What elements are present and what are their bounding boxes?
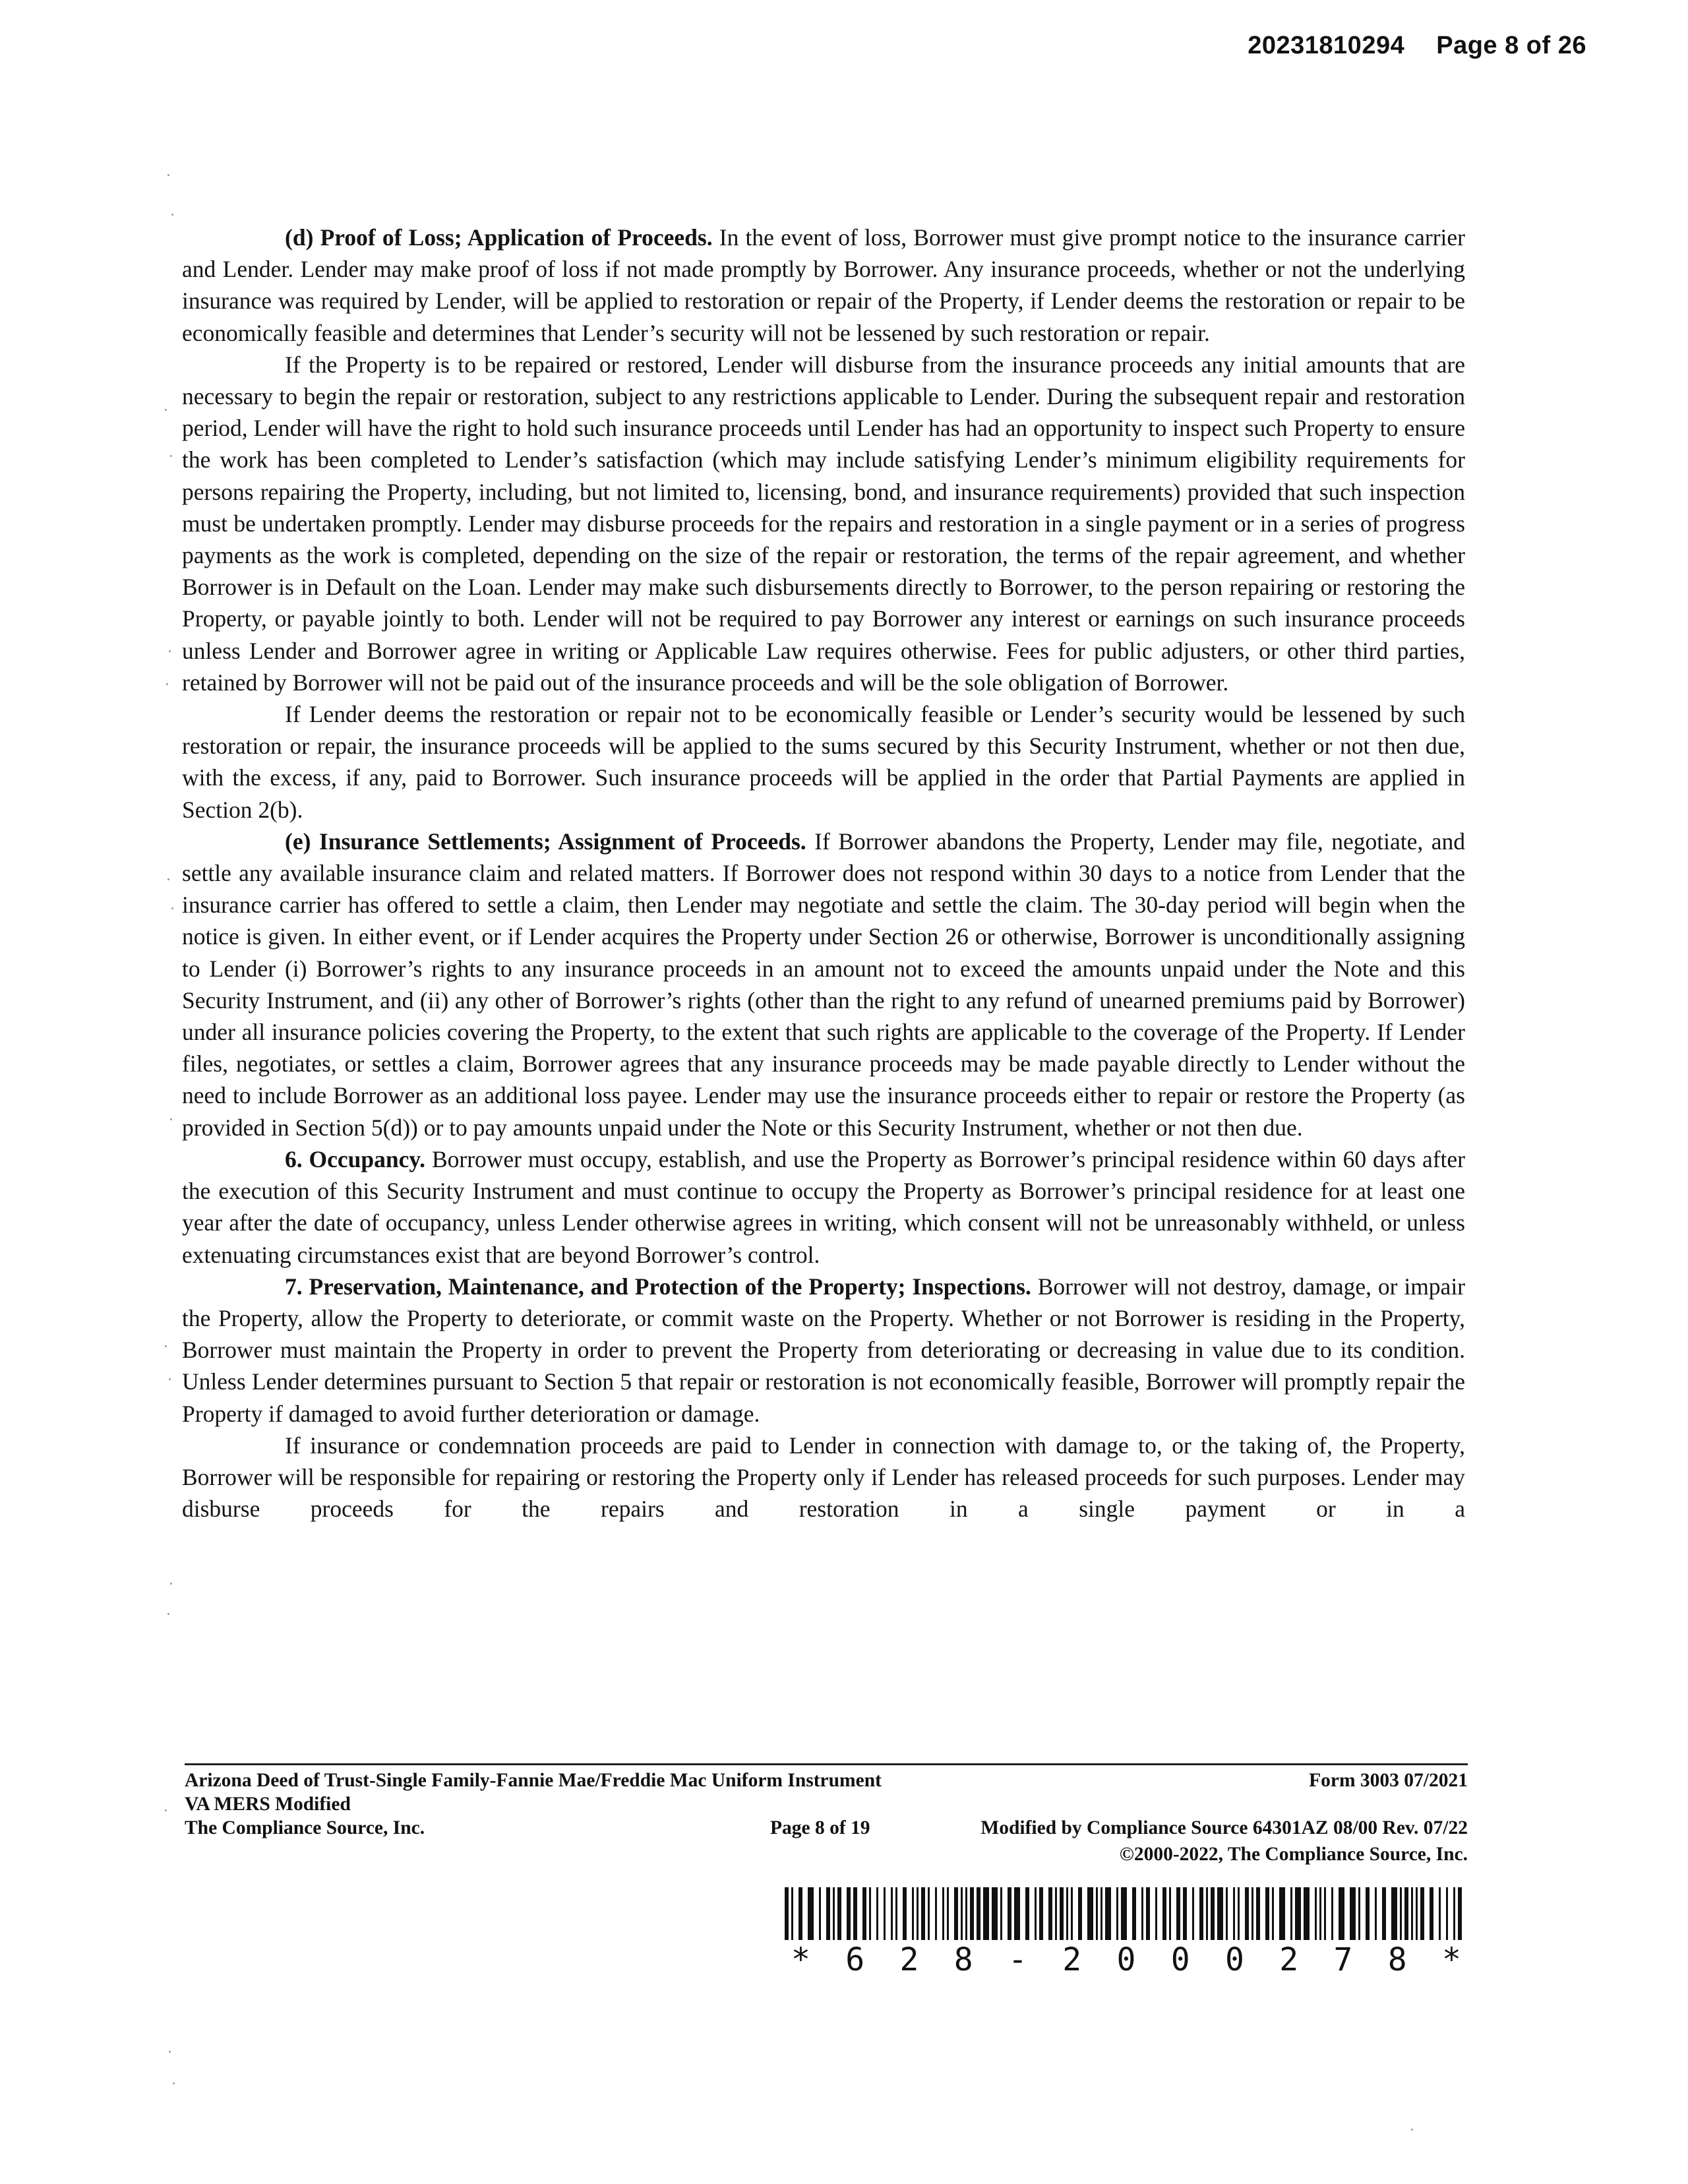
barcode-bar	[1290, 1887, 1292, 1940]
barcode-bar	[847, 1887, 851, 1940]
footer-line-2	[185, 1792, 1468, 1816]
barcode-bar	[895, 1887, 897, 1940]
paragraph-text: In the event of loss, Borrower must give prompt notice to the insurance carrier and Lender. Lender may make proof of loss if not made promptly by Borrower. Any insurance proceeds, whether or not the underlying insurance was required by Lender, will be applied to restoration or repair of the Property, if Lender deems the restoration or repair to be economically feasible and determines that Lender’s security will not be lessened by such restoration or repair.	[182, 224, 1465, 346]
footer-divider	[185, 1763, 1468, 1765]
barcode-bar	[785, 1887, 789, 1940]
barcode-char: 8	[1387, 1941, 1407, 1978]
scan-speck	[173, 2082, 175, 2084]
barcode-bar	[1295, 1887, 1301, 1940]
barcode-char: *	[791, 1941, 810, 1978]
barcode-bar	[1066, 1887, 1068, 1940]
barcode-bar	[808, 1887, 814, 1940]
barcode-bar	[876, 1887, 878, 1940]
paragraph-heading: 7. Preservation, Maintenance, and Protection of the Property; Inspections.	[285, 1273, 1031, 1300]
barcode-bar	[1375, 1887, 1377, 1940]
barcode-bar	[1176, 1887, 1180, 1940]
barcode-bar	[1055, 1887, 1057, 1940]
barcode-bar	[1096, 1887, 1098, 1940]
barcode-bar	[977, 1887, 980, 1940]
barcode-bar	[1048, 1887, 1052, 1940]
barcode-bar	[1238, 1887, 1240, 1940]
barcode-bar	[1162, 1887, 1166, 1940]
barcode-bar	[1382, 1887, 1386, 1940]
scan-speck	[169, 2051, 171, 2053]
barcode-bar	[1265, 1887, 1269, 1940]
barcode-char: 0	[1225, 1941, 1244, 1978]
footer-copyright: ©2000-2022, The Compliance Source, Inc.	[1119, 1844, 1468, 1865]
barcode-char: 2	[1279, 1941, 1299, 1978]
barcode-bar	[869, 1887, 871, 1940]
paragraph-heading: (e) Insurance Settlements; Assignment of Proceeds.	[285, 828, 806, 855]
scan-speck	[165, 1345, 167, 1347]
paragraph-not-feasible	[182, 698, 1465, 826]
paragraph-heading: (d) Proof of Loss; Application of Proceeds.	[285, 224, 713, 251]
barcode-bar	[961, 1887, 963, 1940]
document-number: 20231810294	[1248, 32, 1405, 59]
barcode-char: 7	[1333, 1941, 1353, 1978]
barcode-bar	[891, 1887, 893, 1940]
barcode-bar	[917, 1887, 919, 1940]
barcode-bar	[1366, 1887, 1370, 1940]
scan-speck	[167, 878, 169, 880]
barcode-bar	[1453, 1887, 1455, 1940]
paragraph-preservation	[182, 1271, 1465, 1430]
barcode-bar	[1155, 1887, 1157, 1940]
barcode-bar	[1025, 1887, 1029, 1940]
barcode-bar	[833, 1887, 835, 1940]
paragraph-repair-restoration	[182, 349, 1465, 698]
barcode-bar	[1446, 1887, 1448, 1940]
scan-speck	[169, 1378, 171, 1380]
barcode-char: 2	[1062, 1941, 1082, 1978]
barcode-bar	[1105, 1887, 1111, 1940]
paragraph-text: If insurance or condemnation proceeds are paid to Lender in connection with damage to, or the taking of, the Property, Borrower will be responsible for repairing or restoring the Property only if Lender has released proceeds for such purposes. Lender may disburse proceeds for the repairs and restoration in a single payment or in a	[182, 1432, 1465, 1523]
scan-speck	[169, 650, 171, 652]
barcode	[783, 1887, 1469, 1978]
barcode-bar	[1039, 1887, 1043, 1940]
barcode-bar	[1458, 1887, 1462, 1940]
barcode-bar	[1245, 1887, 1249, 1940]
paragraph-insurance-settlements	[182, 826, 1465, 1143]
barcode-bar	[1350, 1887, 1356, 1940]
footer-title: Arizona Deed of Trust-Single Family-Fannie Mae/Freddie Mac Uniform Instrument	[185, 1770, 882, 1791]
barcode-bar	[1404, 1887, 1408, 1940]
scan-speck	[167, 1613, 169, 1615]
paragraph-proof-of-loss	[182, 222, 1465, 349]
barcode-bar	[1358, 1887, 1360, 1940]
paragraph-occupancy	[182, 1143, 1465, 1271]
barcode-bar	[1206, 1887, 1208, 1940]
barcode-char: *	[1442, 1941, 1461, 1978]
barcode-bar	[1014, 1887, 1020, 1940]
paragraph-text: Borrower will not destroy, damage, or impair the Property, allow the Property to deteriorate, or commit waste on the Property. Whether or not Borrower is residing in the Property, Borrower must maintain the Property in order to prevent the Property from deteriorating or decreasing in value due to its condition. Unless Lender determines pursuant to Section 5 that repair or restoration is not economically feasible, Borrower will promptly repair the Property if damaged to avoid further deterioration or damage.	[182, 1273, 1466, 1427]
barcode-bar	[954, 1887, 958, 1940]
barcode-bar	[912, 1887, 914, 1940]
footer-line-3	[185, 1816, 1468, 1840]
barcode-char: 0	[1116, 1941, 1136, 1978]
scan-speck	[1411, 2129, 1413, 2131]
barcode-bar	[1439, 1887, 1441, 1940]
barcode-bar	[1121, 1887, 1127, 1940]
barcode-bar	[1100, 1887, 1102, 1940]
barcode-bar	[1411, 1887, 1413, 1940]
barcode-bar	[884, 1887, 886, 1940]
barcode-bar	[965, 1887, 967, 1940]
barcode-bar	[1169, 1887, 1171, 1940]
paragraph-heading: 6. Occupancy.	[285, 1145, 426, 1172]
barcode-bar	[1400, 1887, 1402, 1940]
barcode-bar	[1071, 1887, 1073, 1940]
barcode-bar	[1279, 1887, 1285, 1940]
barcode-bar	[1324, 1887, 1326, 1940]
barcode-bar	[903, 1887, 907, 1940]
footer-page-number: Page 8 of 19	[770, 1817, 870, 1838]
scan-speck	[170, 1583, 172, 1585]
barcode-char: -	[1008, 1941, 1027, 1978]
paragraph-text: If the Property is to be repaired or restored, Lender will disburse from the insurance proceeds any initial amounts that are necessary to begin the repair or restoration, subject to any restrictions applicable to Lender. During the subsequent repair and restoration period, Lender will have the right to hold such insurance proceeds until Lender has had an opportunity to inspect such Property to ensure the work has been completed to Lender’s satisfaction (which may include satisfying Lender’s minimum eligibility requirements for persons repairing the Property, including, but not limited to, licensing, bond, and insurance requirements) provided that such inspection must be undertaken promptly. Lender may disburse proceeds for the repairs and restoration in a single payment or in a series of progress payments as the work is completed, depending on the size of the repair or restoration, the terms of the repair agreement, and whether Borrower is in Default on the Loan. Lender may make such disbursements directly to Borrower, to the person repairing or restoring the Property, or payable jointly to both. Lender will not be required to pay Borrower any interest or earnings on such insurance proceeds unless Lender and Borrower agree in writing or Applicable Law requires otherwise. Fees for public adjusters, or other third parties, retained by Borrower will not be paid out of the insurance proceeds and will be the sole obligation of Borrower.	[182, 351, 1465, 696]
barcode-bar	[928, 1887, 930, 1940]
barcode-char: 0	[1170, 1941, 1190, 1978]
paragraph-condemnation-proceeds	[182, 1430, 1465, 1525]
barcode-bar	[1132, 1887, 1136, 1940]
barcode-bar	[1183, 1887, 1187, 1940]
barcode-bar	[862, 1887, 866, 1940]
barcode-bar	[1331, 1887, 1333, 1940]
barcode-bar	[1116, 1887, 1118, 1940]
scan-speck	[170, 455, 172, 457]
barcode-bar	[1256, 1887, 1260, 1940]
barcode-bar	[1192, 1887, 1194, 1940]
barcode-bar	[942, 1887, 944, 1940]
scan-speck	[165, 409, 167, 411]
footer-modified-by: Modified by Compliance Source 64301AZ 08/00 Rev. 07/22	[980, 1817, 1468, 1838]
barcode-bar	[791, 1887, 793, 1940]
barcode-bar	[970, 1887, 974, 1940]
barcode-bar	[837, 1887, 841, 1940]
scan-speck	[167, 174, 169, 176]
paragraph-text: If Borrower abandons the Property, Lender may file, negotiate, and settle any available insurance claim and related matters. If Borrower does not respond within 30 days to a notice from Lender that the insurance carrier has offered to settle a claim, then Lender may negotiate and settle the claim. The 30-day period will begin when the notice is given. In either event, or if Lender acquires the Property under Section 26 or otherwise, Borrower is unconditionally assigning to Lender (i) Borrower’s rights to any insurance proceeds in an amount not to exceed the amounts unpaid under the Note and this Security Instrument, and (ii) any other of Borrower’s rights (other than the right to any refund of unearned premiums paid by Borrower) under all insurance policies covering the Property, to the extent that such rights are applicable to the coverage of the Property. If Lender files, negotiates, or settles a claim, Borrower agrees that any insurance proceeds may be made payable directly to Lender without the need to include Borrower as an additional loss payee. Lender may use the insurance proceeds either to repair or restore the Property (as provided in Section 5(d)) or to pay amounts unpaid under the Note or this Security Instrument, whether or not then due.	[182, 828, 1465, 1141]
barcode-bar	[983, 1887, 989, 1940]
barcode-bar	[1339, 1887, 1344, 1940]
barcode-bar	[1141, 1887, 1143, 1940]
barcode-bar	[1391, 1887, 1397, 1940]
barcode-bar	[819, 1887, 821, 1940]
scan-speck	[171, 214, 173, 216]
barcode-bar	[1226, 1887, 1228, 1940]
footer-modified: VA MERS Modified	[185, 1794, 351, 1815]
paragraph-text: Borrower must occupy, establish, and use the Property as Borrower’s principal residence within 60 days after the execution of this Security Instrument and must continue to occupy the Property as Borrower’s principal residence for at least one year after the date of occupancy, unless Lender otherwise agrees in writing, which consent will not be unreasonably withheld, or unless extenuating circumstances exist that are beyond Borrower’s control.	[182, 1145, 1465, 1268]
barcode-bar	[853, 1887, 857, 1940]
header-page-number: Page 8 of 26	[1436, 32, 1586, 59]
barcode-char: 6	[845, 1941, 865, 1978]
scan-speck	[165, 1809, 167, 1811]
barcode-bar	[1315, 1887, 1317, 1940]
scan-speck	[171, 907, 173, 909]
page-header	[1248, 32, 1586, 60]
barcode-bar	[826, 1887, 830, 1940]
scan-speck	[170, 1118, 172, 1120]
barcode-bar	[1146, 1887, 1150, 1940]
barcode-bars	[783, 1887, 1469, 1940]
barcode-bar	[1420, 1887, 1424, 1940]
barcode-char: 8	[953, 1941, 973, 1978]
barcode-bar	[1416, 1887, 1418, 1940]
barcode-bar	[1251, 1887, 1253, 1940]
barcode-bar	[992, 1887, 998, 1940]
barcode-bar	[1060, 1887, 1064, 1940]
barcode-bar	[1078, 1887, 1082, 1940]
paragraph-text: If Lender deems the restoration or repair not to be economically feasible or Lender’s security would be lessened by such restoration or repair, the insurance proceeds will be applied to the sums secured by this Security Instrument, whether or not then due, with the excess, if any, paid to Borrower. Such insurance proceeds will be applied in the order that Partial Payments are applied in Section 2(b).	[182, 701, 1465, 823]
barcode-bar	[947, 1887, 949, 1940]
barcode-bar	[1217, 1887, 1223, 1940]
barcode-bar	[1008, 1887, 1011, 1940]
barcode-bar	[1035, 1887, 1037, 1940]
barcode-bar	[1000, 1887, 1002, 1940]
barcode-bar	[1087, 1887, 1093, 1940]
barcode-bar	[1304, 1887, 1310, 1940]
footer-company: The Compliance Source, Inc.	[185, 1817, 425, 1838]
footer-line-1	[185, 1769, 1468, 1792]
barcode-bar	[1319, 1887, 1321, 1940]
barcode-bar	[1211, 1887, 1215, 1940]
barcode-bar	[799, 1887, 802, 1940]
scan-speck	[166, 683, 168, 685]
barcode-bar	[1233, 1887, 1235, 1940]
document-body	[182, 222, 1465, 1525]
barcode-bar	[935, 1887, 937, 1940]
barcode-text	[783, 1941, 1469, 1978]
barcode-bar	[1199, 1887, 1203, 1940]
barcode-char: 2	[899, 1941, 919, 1978]
footer-form-number: Form 3003 07/2021	[1309, 1770, 1468, 1791]
barcode-bar	[921, 1887, 925, 1940]
barcode-bar	[1272, 1887, 1274, 1940]
barcode-bar	[1430, 1887, 1433, 1940]
